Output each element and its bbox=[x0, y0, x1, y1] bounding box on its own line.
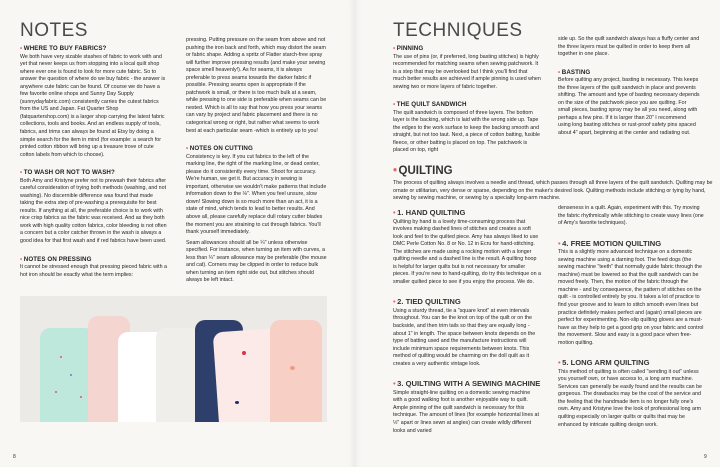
subsection-heading: • 2. TIED QUILTING bbox=[393, 297, 461, 307]
notes-column-1 bbox=[20, 20, 167, 282]
continued-text: denseness in a quilt. Again, experiment with this. Try moving the fabric rhythmically while stitching to create wavy lines (one of Amy's favorite techniques). bbox=[558, 205, 704, 227]
bullet-icon: • bbox=[393, 165, 398, 177]
bullet-icon: • bbox=[393, 297, 396, 307]
section-body: Seam allowances should all be ¼" unless otherwise specified. For instance, when turning an item with curves, a less than ¼" seam allowance may be preferable (the mouse and cat). Corners may be clipped in order to reduce bulk when turning an item right side out, but stitches should always be left intact. bbox=[186, 239, 327, 284]
subsection-heading: • 5. LONG ARM QUILTING bbox=[558, 358, 650, 368]
section-body: Both Amy and Kristyne prefer not to prewash their fabrics after careful consideration of trying both methods (washing, and not washing). No discernible difference was found that made taking the extra step of pre-washing a prerequisite for best results. If anything at all, the preferable choice is to work with nice crisp fabrics as the fabric was received. And as they both work with high quality cotton fabrics, color bleeding is not often a concern but a color catcher thrown in the wash is always a good idea for that first wash and if red fabrics have been used. bbox=[20, 177, 167, 245]
page-title: TECHNIQUES bbox=[393, 20, 523, 41]
techniques-column-4 bbox=[558, 205, 704, 432]
section-body: Simple straight-line quilting on a domestic sewing machine with a good walking foot is another enjoyable way to quilt. Ample pinning of the quilt sandwich is necessary for this technique. The amount of lines (for example horizontal lines at ½" apart or lines sewn at angles) can create wildly different looks and varied bbox=[393, 389, 539, 434]
section-heading: • NOTES ON PRESSING bbox=[20, 255, 92, 263]
section-body: This method of quilting is often called "sending it out" unless you yourself own, or have access to, a long arm machine. Services can generally be easily found and the results can be gorgeous. The drawbacks may be the cost of the service and the feeling that the handmade item is no longer fully one's own. Amy and Kristyne love the look of professional long arm quilting especially on larger quilts or quilts that may be enhanced by intricate quilting design work. bbox=[558, 368, 702, 428]
page-number: 9 bbox=[704, 454, 707, 460]
bullet-icon: • bbox=[20, 169, 23, 177]
section-heading: • BASTING bbox=[558, 68, 591, 76]
notes-column-2 bbox=[186, 37, 327, 288]
bullet-icon: • bbox=[393, 379, 396, 389]
section-body: Quilting by hand is a lovely time-consuming process that involves making dashed lines of stitches and creates a soft look and feel to the quilted piece. Amy has always liked to use DMC Perle Cotton No. 8 or No. 12 in Ecru for hand-stitching. The stitches are made using a rocking motion with a longer quilting needle and a dashed line is the result. A quilting hoop is helpful for larger quilts but is not necessary for smaller pieces. If you're new to hand-quilting, do try this technique on a smaller quilted piece to see if you enjoy the process. We do. bbox=[393, 218, 541, 285]
bullet-icon: • bbox=[186, 145, 189, 153]
section-body: Before quilting any project, basting is necessary. This keeps the three layers of the quilt sandwich in place and prevents shifting. The amount and type of basting necessary depends on the size of the patchwork piece you are quilting. For small pieces, basting spray may be all you need, along with perhaps a few pins. If it is larger than 20" I recommend using long basting stitches or rust-proof safety pins spaced about 4" apart, beginning at the center and radiating out. bbox=[558, 77, 700, 136]
section-heading-major: • QUILTING bbox=[393, 165, 453, 177]
continued-text: pressing. Putting pressure on the seam from above and not pushing the iron back and forth, which may distort the seam or fabric shape. Adding a spritz of Flatter starch-free spray will further improve pressing results (and make your sewing space smell heavenly!). As for seams, it is always preferable to press seams towards the darker fabric if possible. Pressing seams open is appropriate if the patchwork is small, or there is too much bulk at a seam, while pressing to one side is preferable when seams can be nested. Which is all to say that how you press your seams can vary by project and fabric placement and there is no categorical wrong or right, but rather what seems to work best at each particular seam -which is entirely up to you! bbox=[186, 37, 327, 134]
fabric-roll-mint bbox=[40, 328, 95, 422]
continued-text: side up. So the quilt sandwich always has a fluffy center and the three layers must be quilted in order to keep them all together in one place. bbox=[558, 36, 700, 58]
fabric-roll-coral bbox=[270, 320, 322, 422]
section-heading: • NOTES ON CUTTING bbox=[186, 145, 253, 153]
techniques-column-2 bbox=[558, 36, 700, 141]
section-body: Using a sturdy thread, tie a "square knot" at even intervals throughout. You can tie the knot on top of the quilt or on the backside, and then trim tails so that they are equally long - about 1" in length. The space between knots depends on the type of batting used and the manufacture instructions will include minimum space requirements between knots. This method of quilting would be charming on the doll quilt as it creates a very authentic vintage look. bbox=[393, 307, 536, 367]
bullet-icon: • bbox=[393, 45, 396, 52]
page-title: NOTES bbox=[20, 20, 88, 41]
section-body: This is a slightly more advanced technique on a domestic sewing machine using a darning foot. The feed dogs (the sewing machine "teeth" that normally guide fabric through the machine) must be lowered so that the quilt sandwich can be moved freely. Then, the motion of the fabric through the machine - and by consequence, the pattern of stitches on the quilt - is controlled entirely by you. It takes a lot of practice to find your groove and to learn to stitch smooth even lines but practice definitely makes perfect and (again) small pieces are perfect for experimenting. Non-slip quilting gloves are a must-have as they help to get a good grip on your fabric and control the movement. Slow and easy is a good pace when free-motion quilting. bbox=[558, 249, 704, 346]
bullet-icon: • bbox=[393, 101, 396, 109]
section-body: The quilt sandwich is composed of three layers. The bottom layer is the backing, which is laid with the wrong side up. Tape the edges to the work surface to keep the backing smooth and straight, but not too taut. Next, a piece of cotton batting, fusible fleece, or other batting is placed on top. The patchwork is placed on top, right bbox=[393, 109, 540, 154]
subsection-heading: • 3. QUILTING WITH A SEWING MACHINE bbox=[393, 379, 541, 389]
bullet-icon: • bbox=[558, 358, 561, 368]
techniques-column-1 bbox=[393, 20, 541, 158]
section-body: Consistency is key. If you cut fabrics to the left of the marking line, the right of the marking line, or dead center, please do it consistently every time. Shoot for accuracy. We're human, we get it. But accuracy in sewing is important, otherwise we wouldn't make patterns that include information down to the ⅛". When you feel unsure, slow down! Slowing down is so much more than an act, it is a state of mind, which tends to lead to better results. And above all, please carefully replace dull rotary cutter blades the moment you are straining to cut through fabrics. You'll thank yourself immediately. bbox=[186, 153, 327, 236]
subsection-heading: • 1. HAND QUILTING bbox=[393, 208, 466, 217]
page-number: 8 bbox=[13, 454, 16, 460]
section-heading: • WHERE TO BUY FABRICS? bbox=[20, 45, 107, 52]
section-heading: • TO WASH OR NOT TO WASH? bbox=[20, 169, 115, 177]
fabric-rolls-photo bbox=[20, 296, 327, 422]
quilting-section bbox=[393, 162, 718, 206]
left-page bbox=[0, 0, 355, 467]
section-body: The use of pins (or, if preferred, long basting stitches) is highly recommended for matching seams when sewing patchwork. It is a step that may be overlooked but I think you'll find that much better results are achieved if ample pinning is used when sewing two or more layers of fabric together. bbox=[393, 53, 541, 90]
subsection-heading: • 4. FREE MOTION QUILTING bbox=[558, 238, 662, 248]
bullet-icon: • bbox=[393, 208, 396, 217]
bullet-icon: • bbox=[20, 45, 23, 52]
techniques-column-3 bbox=[393, 205, 541, 438]
section-body: It cannot be stressed enough that pressing pieced fabric with a hot iron should be exactly what the term implies: bbox=[20, 264, 167, 278]
section-intro: The process of quilting always involves a needle and thread, which passes through all three layers of the quilt sandwich. Quilting may be ornate or utilitarian, very dense or sparse, depending on the maker's desired look. Quilting methods include stitching or tying by hand, sewing by sewing machine, or sewing by a specialty long-arm machine. bbox=[393, 180, 713, 202]
bullet-icon: • bbox=[20, 255, 23, 263]
bullet-icon: • bbox=[558, 238, 561, 248]
bullet-icon: • bbox=[558, 68, 561, 76]
section-body: We both have very sizable stashes of fabric to work with and yet that never keeps us from stopping into a local quilt shop where ever one is found to look for more cute fabric. So to answer the question of where do we buy fabric - the answer is anywhere cute fabric can be found. Of course we do have a few favorite online shops and Sunny Day Supply (sunnydayfabric.com) consistently carries the cutest fabrics from the US and Japan. Fat Quarter Shop (fatquartershop.com) is a larger shop carrying the latest fabric collections, tools and books. And an endless supply of tools, fabrics, and trims can always be found at Etsy by doing a simple search for the item in mind (for example: a search for printed cotton ribbon will bring up a treasure trove of cute cotton labels from which to choose). bbox=[20, 53, 166, 158]
section-heading: • THE QUILT SANDWICH bbox=[393, 101, 467, 109]
section-heading: • PINNING bbox=[393, 45, 424, 52]
